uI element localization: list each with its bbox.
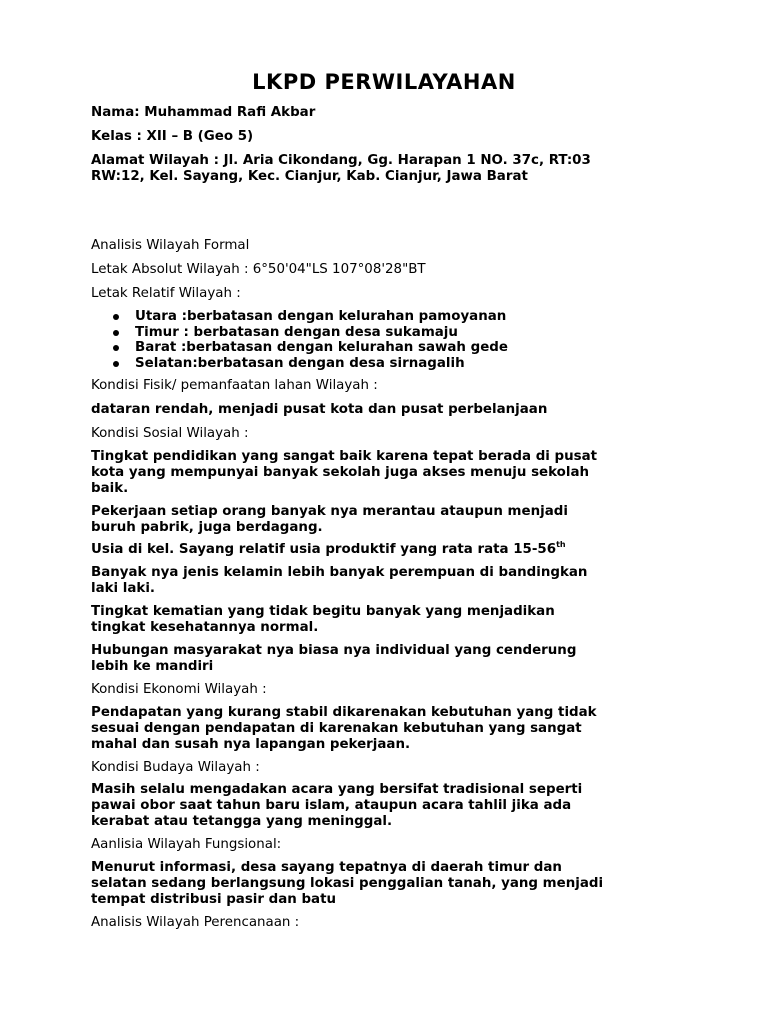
list-item: Timur : berbatasan dengan desa sukamaju (91, 325, 508, 341)
social-paragraph-1-line-3: baik. (91, 481, 129, 496)
social-paragraph-5-line-2: tingkat kesehatannya normal. (91, 620, 319, 635)
social-paragraph-6-line-1: Hubungan masyarakat nya biasa nya individual yang cenderung (91, 643, 577, 658)
physical-condition-heading: Kondisi Fisik/ pemanfaatan lahan Wilayah : (91, 378, 378, 393)
physical-condition-text: dataran rendah, menjadi pusat kota dan pusat perbelanjaan (91, 402, 548, 417)
social-condition-heading: Kondisi Sosial Wilayah : (91, 426, 249, 441)
social-paragraph-3 (91, 542, 566, 558)
economic-condition-heading: Kondisi Ekonomi Wilayah : (91, 682, 267, 697)
list-item: Barat :berbatasan dengan kelurahan sawah gede (91, 340, 508, 356)
functional-line-2: selatan sedang berlangsung lokasi penggalian tanah, yang menjadi (91, 876, 604, 891)
absolute-location: Letak Absolut Wilayah : 6°50'04"LS 107°08'28"BT (91, 262, 426, 277)
social-paragraph-2-line-1: Pekerjaan setiap orang banyak nya merantau ataupun menjadi (91, 504, 568, 519)
list-item: Selatan:berbatasan dengan desa sirnagalih (91, 356, 508, 372)
cultural-line-1: Masih selalu mengadakan acara yang bersifat tradisional seperti (91, 782, 583, 797)
age-text: Usia di kel. Sayang relatif usia produktif yang rata rata 15-56 (91, 542, 557, 557)
student-name: Nama: Muhammad Rafi Akbar (91, 105, 316, 120)
functional-line-3: tempat distribusi pasir dan batu (91, 892, 337, 907)
social-paragraph-6-line-2: lebih ke mandiri (91, 659, 214, 674)
social-paragraph-4-line-2: laki laki. (91, 581, 155, 596)
cultural-line-3: kerabat atau tetangga yang meninggal. (91, 814, 393, 829)
address-line-2: RW:12, Kel. Sayang, Kec. Cianjur, Kab. Cianjur, Jawa Barat (91, 169, 528, 184)
planning-analysis-heading: Analisis Wilayah Perencanaan : (91, 915, 300, 930)
social-paragraph-2-line-2: buruh pabrik, juga berdagang. (91, 520, 323, 535)
document-title: LKPD PERWILAYAHAN (252, 70, 516, 94)
social-paragraph-1-line-1: Tingkat pendidikan yang sangat baik karena tepat berada di pusat (91, 449, 598, 464)
superscript: th (556, 540, 566, 549)
student-class: Kelas : XII – B (Geo 5) (91, 129, 254, 144)
relative-location-heading: Letak Relatif Wilayah : (91, 286, 241, 301)
social-paragraph-4-line-1: Banyak nya jenis kelamin lebih banyak perempuan di bandingkan (91, 565, 588, 580)
social-paragraph-5-line-1: Tingkat kematian yang tidak begitu banyak yang menjadikan (91, 604, 555, 619)
cultural-line-2: pawai obor saat tahun baru islam, ataupun acara tahlil jika ada (91, 798, 572, 813)
address-line-1: Alamat Wilayah : Jl. Aria Cikondang, Gg. Harapan 1 NO. 37c, RT:03 (91, 153, 591, 168)
list-item: Utara :berbatasan dengan kelurahan pamoyanan (91, 309, 508, 325)
economic-line-1: Pendapatan yang kurang stabil dikarenakan kebutuhan yang tidak (91, 705, 597, 720)
formal-analysis-heading: Analisis Wilayah Formal (91, 238, 250, 253)
border-list (91, 309, 508, 371)
economic-line-3: mahal dan susah nya lapangan pekerjaan. (91, 737, 411, 752)
economic-line-2: sesuai dengan pendapatan di karenakan kebutuhan yang sangat (91, 721, 582, 736)
functional-analysis-heading: Aanlisia Wilayah Fungsional: (91, 837, 282, 852)
cultural-condition-heading: Kondisi Budaya Wilayah : (91, 760, 260, 775)
social-paragraph-1-line-2: kota yang mempunyai banyak sekolah juga akses menuju sekolah (91, 465, 590, 480)
functional-line-1: Menurut informasi, desa sayang tepatnya di daerah timur dan (91, 860, 562, 875)
